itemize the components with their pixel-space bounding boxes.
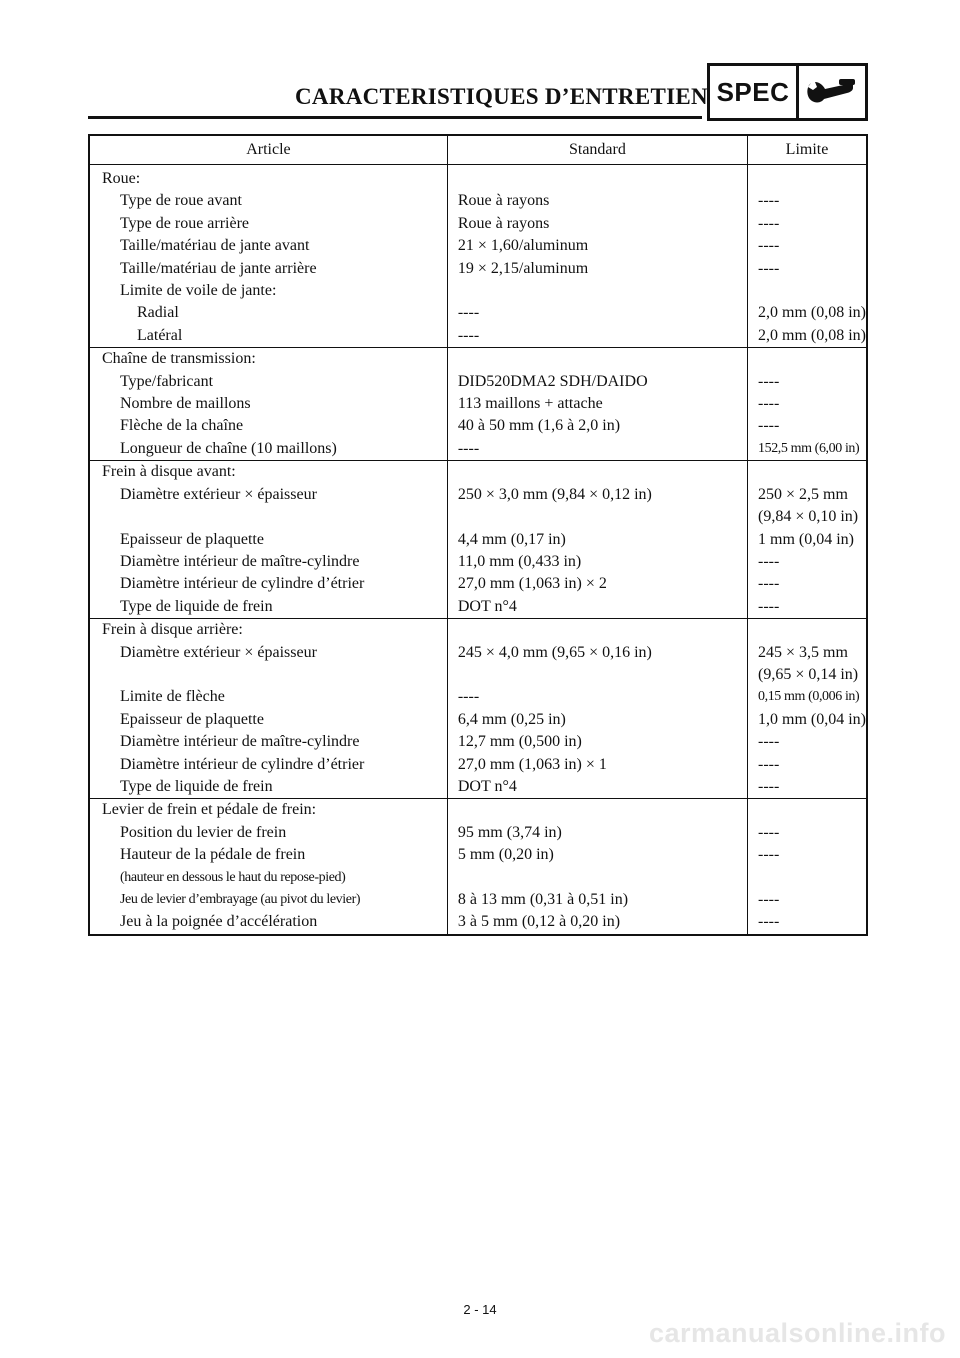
cell-standard: 95 mm (3,74 in) (447, 822, 747, 844)
cell-standard (447, 348, 747, 371)
cell-standard (447, 799, 747, 822)
cell-limite (748, 280, 868, 302)
cell-limite: ---- (758, 214, 780, 232)
table-row (89, 371, 867, 393)
table-section-row (89, 619, 867, 642)
cell-article: Frein à disque avant: (89, 461, 447, 484)
cell-standard: ---- (447, 438, 747, 461)
cell-limite: 1,0 mm (0,04 in) (758, 710, 866, 728)
table-section-row (89, 799, 867, 822)
cell-standard (447, 867, 747, 889)
table-row (89, 529, 867, 551)
table-row (89, 551, 867, 573)
cell-article: Diamètre intérieur de maître-cylindre (89, 551, 447, 573)
cell-article: Type de roue arrière (89, 213, 447, 235)
cell-article: Diamètre intérieur de cylindre d’étrier (89, 573, 447, 595)
cell-limite: 152,5 mm (6,00 in) (758, 440, 860, 456)
cell-standard: Roue à rayons (447, 190, 747, 212)
cell-standard: ---- (447, 325, 747, 348)
cell-article: Nombre de maillons (89, 393, 447, 415)
wrench-icon (799, 66, 865, 118)
cell-limite: ---- (758, 259, 780, 277)
cell-standard: ---- (447, 302, 747, 324)
table-row (89, 642, 867, 687)
table-row (89, 213, 867, 235)
cell-limite: ---- (758, 552, 780, 570)
cell-limite: ---- (758, 777, 780, 795)
cell-article: Position du levier de frein (89, 822, 447, 844)
table-section-row (89, 461, 867, 484)
cell-standard: 3 à 5 mm (0,12 à 0,20 in) (447, 911, 747, 934)
table-row (89, 280, 867, 302)
limit-line: (9,84 × 0,10 in) (758, 508, 859, 526)
cell-article: Type/fabricant (89, 371, 447, 393)
cell-article: Jeu de levier d’embrayage (au pivot du levier) (89, 889, 447, 911)
cell-article: Roue: (89, 165, 447, 191)
cell-limite: ---- (758, 417, 780, 435)
cell-limite: ---- (758, 192, 780, 210)
table-row (89, 235, 867, 257)
cell-limite: ---- (758, 823, 780, 841)
cell-standard (447, 165, 747, 191)
cell-article: Latéral (89, 325, 447, 348)
cell-limite (748, 799, 868, 822)
table-row (89, 822, 867, 844)
limit-line: 250 × 2,5 mm (758, 485, 848, 503)
table-row (89, 911, 867, 934)
cell-standard: 6,4 mm (0,25 in) (447, 709, 747, 731)
cell-standard: Roue à rayons (447, 213, 747, 235)
page-title: CARACTERISTIQUES D’ENTRETIEN (295, 84, 708, 109)
cell-standard: 27,0 mm (1,063 in) × 2 (447, 573, 747, 595)
cell-standard: DID520DMA2 SDH/DAIDO (447, 371, 747, 393)
cell-limite: ---- (758, 846, 780, 864)
cell-limite: ---- (758, 733, 780, 751)
cell-limite (748, 165, 868, 191)
cell-standard: 40 à 50 mm (1,6 à 2,0 in) (447, 415, 747, 437)
cell-article: Diamètre extérieur × épaisseur (89, 484, 447, 529)
cell-standard: 12,7 mm (0,500 in) (447, 731, 747, 753)
spec-badge-label: SPEC (710, 66, 799, 118)
cell-article: Limite de flèche (89, 686, 447, 708)
table-row (89, 889, 867, 911)
table-section-row (89, 165, 867, 191)
cell-article: Radial (89, 302, 447, 324)
table-row (89, 844, 867, 866)
cell-article: Type de roue avant (89, 190, 447, 212)
table-row (89, 573, 867, 595)
cell-article: (hauteur en dessous le haut du repose-pied) (89, 867, 447, 889)
table-row (89, 190, 867, 212)
limit-line: 245 × 3,5 mm (758, 643, 848, 661)
table-row (89, 867, 867, 889)
watermark: carmanualsonline.info (648, 1318, 946, 1348)
cell-article: Epaisseur de plaquette (89, 529, 447, 551)
column-header-limite: Limite (748, 135, 868, 165)
cell-article: Flèche de la chaîne (89, 415, 447, 437)
table-row (89, 438, 867, 461)
cell-limite: ---- (758, 597, 780, 615)
table-row (89, 325, 867, 348)
cell-article: Frein à disque arrière: (89, 619, 447, 642)
cell-standard: DOT n°4 (447, 596, 747, 619)
cell-standard: DOT n°4 (447, 776, 747, 799)
cell-standard: 27,0 mm (1,063 in) × 1 (447, 754, 747, 776)
cell-limite: 0,15 mm (0,006 in) (758, 689, 860, 705)
cell-standard (447, 619, 747, 642)
cell-standard: 4,4 mm (0,17 in) (447, 529, 747, 551)
table-header-row (89, 135, 867, 165)
table-row (89, 754, 867, 776)
cell-limite (748, 348, 868, 371)
cell-standard: 11,0 mm (0,433 in) (447, 551, 747, 573)
cell-limite (748, 461, 868, 484)
table-section-row (89, 348, 867, 371)
cell-standard: 250 × 3,0 mm (9,84 × 0,12 in) (447, 484, 747, 529)
table-row (89, 415, 867, 437)
cell-article: Diamètre intérieur de maître-cylindre (89, 731, 447, 753)
cell-limite: 2,0 mm (0,08 in) (758, 304, 866, 322)
table-row (89, 596, 867, 619)
table-row (89, 686, 867, 708)
column-header-standard: Standard (447, 135, 747, 165)
cell-standard: 19 × 2,15/aluminum (447, 258, 747, 280)
cell-limite: ---- (758, 891, 780, 908)
cell-standard: 21 × 1,60/aluminum (447, 235, 747, 257)
title-underline (88, 116, 702, 119)
table-row (89, 484, 867, 529)
cell-standard: 5 mm (0,20 in) (447, 844, 747, 866)
table-row (89, 258, 867, 280)
cell-limite: 1 mm (0,04 in) (758, 530, 854, 548)
cell-limite (748, 619, 868, 642)
table-row (89, 302, 867, 324)
cell-article: Longueur de chaîne (10 maillons) (89, 438, 447, 461)
cell-standard: 245 × 4,0 mm (9,65 × 0,16 in) (447, 642, 747, 687)
table-row (89, 731, 867, 753)
page-number: 2 - 14 (463, 1302, 497, 1317)
cell-standard (447, 461, 747, 484)
table-row (89, 776, 867, 799)
cell-standard (447, 280, 747, 302)
cell-article: Diamètre intérieur de cylindre d’étrier (89, 754, 447, 776)
table-row (89, 709, 867, 731)
column-header-article: Article (89, 135, 447, 165)
cell-standard: 113 maillons + attache (447, 393, 747, 415)
cell-limite: ---- (758, 913, 780, 931)
spec-badge (707, 63, 868, 121)
cell-limite: ---- (758, 372, 780, 390)
cell-article: Taille/matériau de jante avant (89, 235, 447, 257)
cell-article: Epaisseur de plaquette (89, 709, 447, 731)
cell-article: Limite de voile de jante: (89, 280, 447, 302)
limit-line: (9,65 × 0,14 in) (758, 665, 859, 683)
cell-limite: ---- (758, 755, 780, 773)
cell-article: Levier de frein et pédale de frein: (89, 799, 447, 822)
cell-article: Taille/matériau de jante arrière (89, 258, 447, 280)
cell-standard: 8 à 13 mm (0,31 à 0,51 in) (447, 889, 747, 911)
cell-limite: ---- (758, 395, 780, 413)
cell-limite (748, 484, 868, 529)
cell-article: Type de liquide de frein (89, 596, 447, 619)
cell-article: Chaîne de transmission: (89, 348, 447, 371)
cell-limite (748, 642, 868, 687)
cell-article: Type de liquide de frein (89, 776, 447, 799)
cell-limite: ---- (758, 237, 780, 255)
cell-article: Diamètre extérieur × épaisseur (89, 642, 447, 687)
cell-limite: ---- (758, 575, 780, 593)
cell-article: Jeu à la poignée d’accélération (89, 911, 447, 934)
cell-article: Hauteur de la pédale de frein (89, 844, 447, 866)
cell-limite: 2,0 mm (0,08 in) (758, 326, 866, 344)
table-body (89, 165, 867, 935)
cell-standard: ---- (447, 686, 747, 708)
spec-table (88, 134, 868, 936)
table-row (89, 393, 867, 415)
cell-limite (748, 867, 868, 889)
